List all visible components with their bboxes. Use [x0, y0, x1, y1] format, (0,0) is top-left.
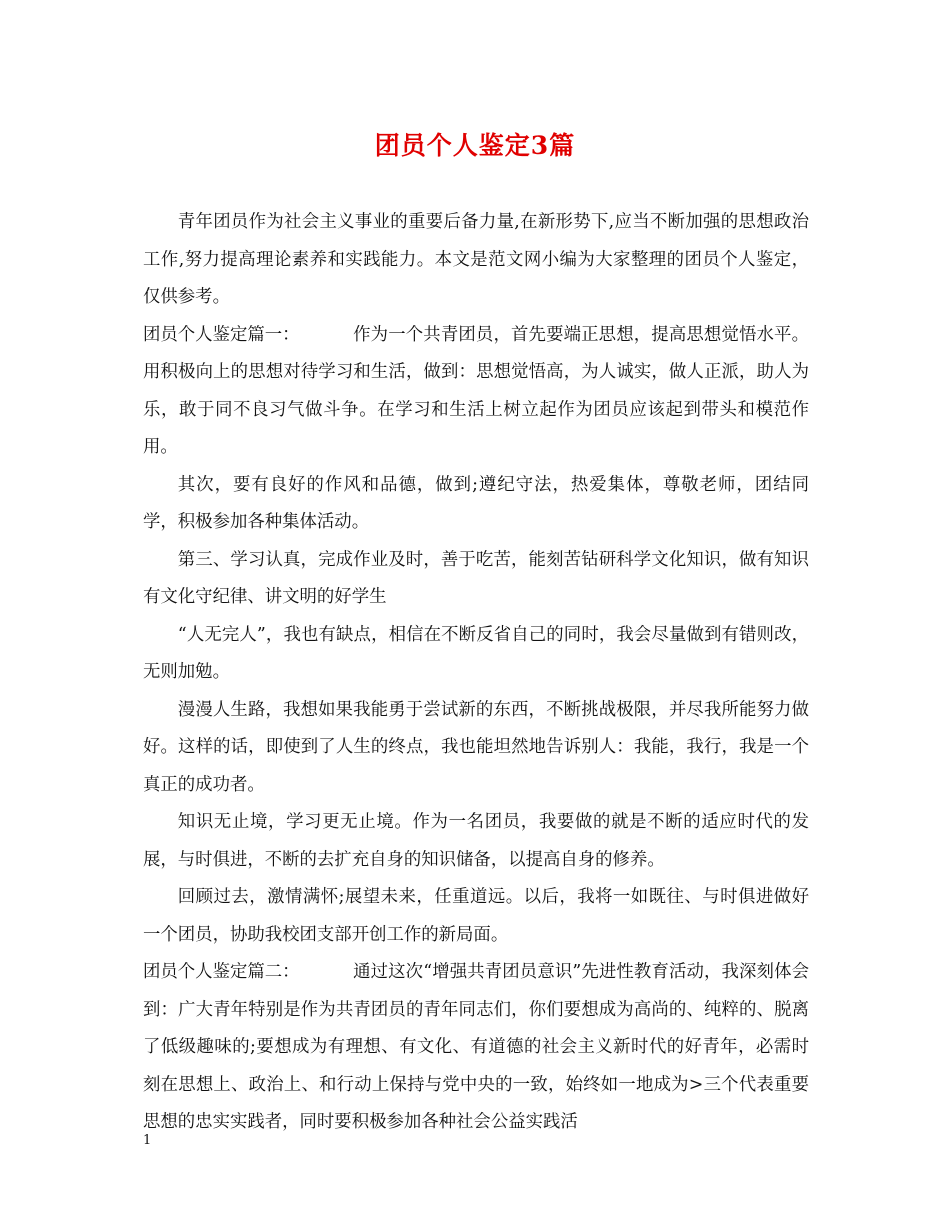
page-number: 1 [143, 1133, 152, 1148]
section-one-paragraph [143, 317, 809, 467]
section-one-label: 团员个人鉴定篇一： [143, 324, 300, 345]
section-two-label: 团员个人鉴定篇二： [143, 962, 300, 982]
section-one-text: 作为一个共青团员，首先要端正思想，提高思想觉悟水平。用积极向上的思想对待学习和生活，做到：思想觉悟高，为人诚实，做人正派，助人为乐，敢于同不良习气做斗争。在学习和生活上树立起作为团员应该起到带头和模范作用。 [143, 324, 809, 457]
document-body [143, 204, 809, 1142]
body-paragraph: 知识无止境，学习更无止境。作为一名团员，我要做的就是不断的适应时代的发展，与时俱进，不断的去扩充自身的知识储备，以提高自身的修养。 [143, 812, 809, 870]
document-title: 团员个人鉴定3篇 [374, 131, 576, 160]
intro-paragraph: 青年团员作为社会主义事业的重要后备力量,在新形势下,应当不断加强的思想政治工作,努力提高理论素养和实践能力。本文是范文网小编为大家整理的团员个人鉴定，仅供参考。 [143, 212, 809, 307]
body-paragraph: 漫漫人生路，我想如果我能勇于尝试新的东西，不断挑战极限，并尽我所能努力做好。这样的话，即使到了人生的终点，我也能坦然地告诉别人：我能，我行，我是一个真正的成功者。 [143, 699, 809, 795]
body-paragraph: 其次，要有良好的作风和品德，做到;遵纪守法，热爱集体，尊敬老师，团结同学，积极参加各种集体活动。 [143, 474, 809, 532]
body-paragraph: 第三、学习认真，完成作业及时，善于吃苦，能刻苦钻研科学文化知识，做有知识有文化守纪律、讲文明的好学生 [143, 549, 809, 607]
section-two-paragraph [143, 954, 809, 1142]
section-two-text: 通过这次“增强共青团员意识”先进性教育活动，我深刻体会到：广大青年特别是作为共青团员的青年同志们，你们要想成为高尚的、纯粹的、脱离了低级趣味的;要想成为有理想、有文化、有道德的社会主义新时代的好青年，必需时刻在思想上、政治上、和行动上保持与党中央的一致，始终如一地成为>三个代表重要思想的忠实实践者，同时要积极参加各种社会公益实践活 [143, 962, 809, 1132]
body-paragraph: 回顾过去，激情满怀;展望未来，任重道远。以后，我将一如既往、与时俱进做好一个团员，协助我校团支部开创工作的新局面。 [143, 887, 809, 945]
body-paragraph: “人无完人”，我也有缺点，相信在不断反省自己的同时，我会尽量做到有错则改，无则加勉。 [143, 624, 809, 682]
